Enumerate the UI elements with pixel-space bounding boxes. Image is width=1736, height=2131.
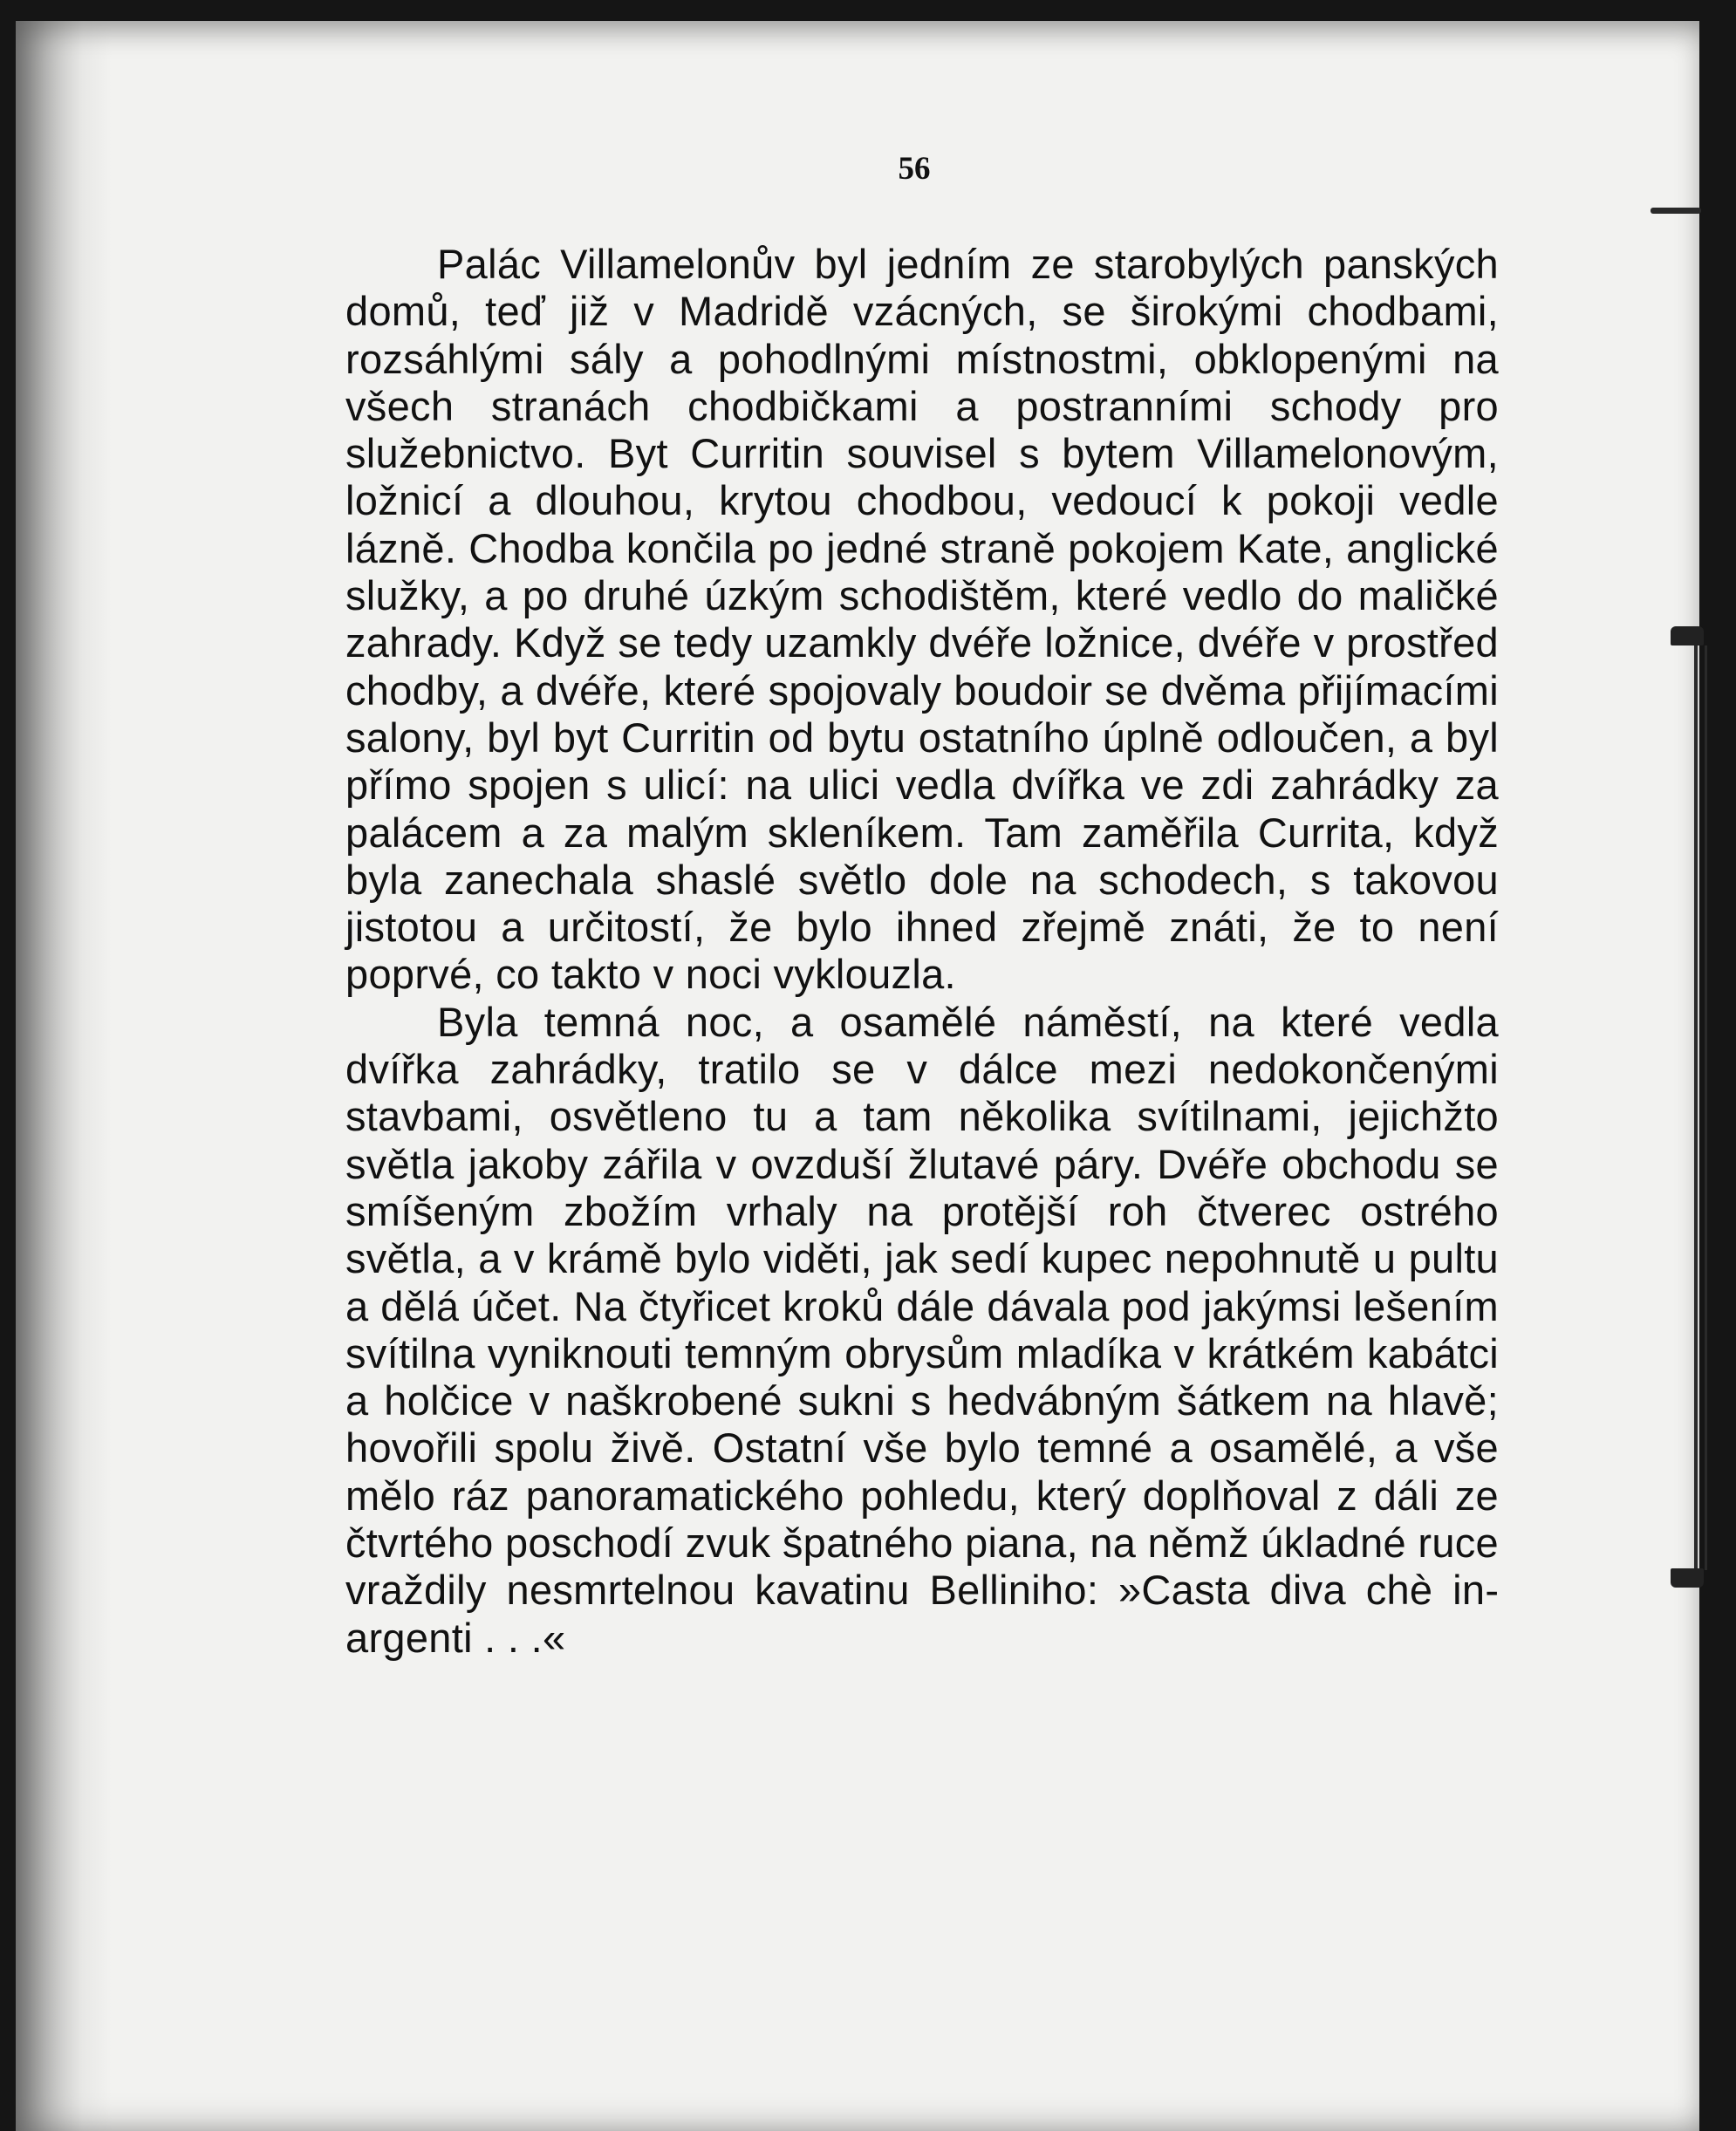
paragraph-1: Palác Villamelonův byl jedním ze starobylých panských domů, teď již v Madridě vzácných, se širokými chodbami, rozsáhlými sály a pohodlnými místnostmi, obklopenými na všech stranách chodbičkami a postranními schody pro služebnictvo. Byt Curritin souvisel s bytem Villamelonovým, ložnicí a dlouhou, krytou chodbou, vedoucí k pokoji vedle lázně. Chodba končila po jedné straně pokojem Kate, anglické služky, a po druhé úzkým schodištěm, které vedlo do maličké zahrady. Když se tedy uzamkly dvéře ložnice, dvéře v prostřed chodby, a dvéře, které spojovaly boudoir se dvěma přijímacími salony, byl byt Curritin od bytu ostatního úplně odloučen, a byl přímo spojen s ulicí: na ulici vedla dvířka ve zdi zahrádky za palácem a za malým skleníkem. Tam zaměřila Currita, když byla zanechala shaslé světlo dole na schodech, s takovou jistotou a určitostí, že bylo ihned zřejmě znáti, že to není poprvé, co takto v noci vyklouzla.	[345, 241, 1499, 998]
binding-clip-top	[1671, 626, 1704, 645]
binding-edge-rule	[1694, 645, 1707, 1570]
paragraph-2: Byla temná noc, a osamělé náměstí, na které vedla dvířka zahrádky, tratilo se v dálce mezi nedokončenými stavbami, osvětleno tu a tam několika svítilnami, jejichžto světla jakoby zářila v ovzduší žlutavé páry. Dvéře obchodu se smíšeným zbožím vrhaly na protější roh čtverec ostrého světla, a v krámě bylo viděti, jak sedí kupec nepohnutě u pultu a dělá účet. Na čtyřicet kroků dále dávala pod jakýmsi lešením svítilna vyniknouti temným obrysům mladíka v krátkém kabátci a holčice v naškrobené sukni s hedvábným šátkem na hlavě; hovořili spolu živě. Ostatní vše bylo temné a osamělé, a vše mělo ráz panoramatického pohledu, který doplňoval z dáli ze čtvrtého poschodí zvuk špatného piana, na němž úkladné ruce vraždily nesmrtelnou kavatinu Belliniho: »Casta diva chè inargenti . . .«	[345, 998, 1499, 1661]
body-text	[345, 241, 1499, 1662]
binding-clip-bottom	[1671, 1568, 1704, 1588]
edge-dash-mark	[1651, 208, 1701, 214]
page-number: 56	[898, 151, 931, 187]
book-page	[16, 21, 1699, 2131]
